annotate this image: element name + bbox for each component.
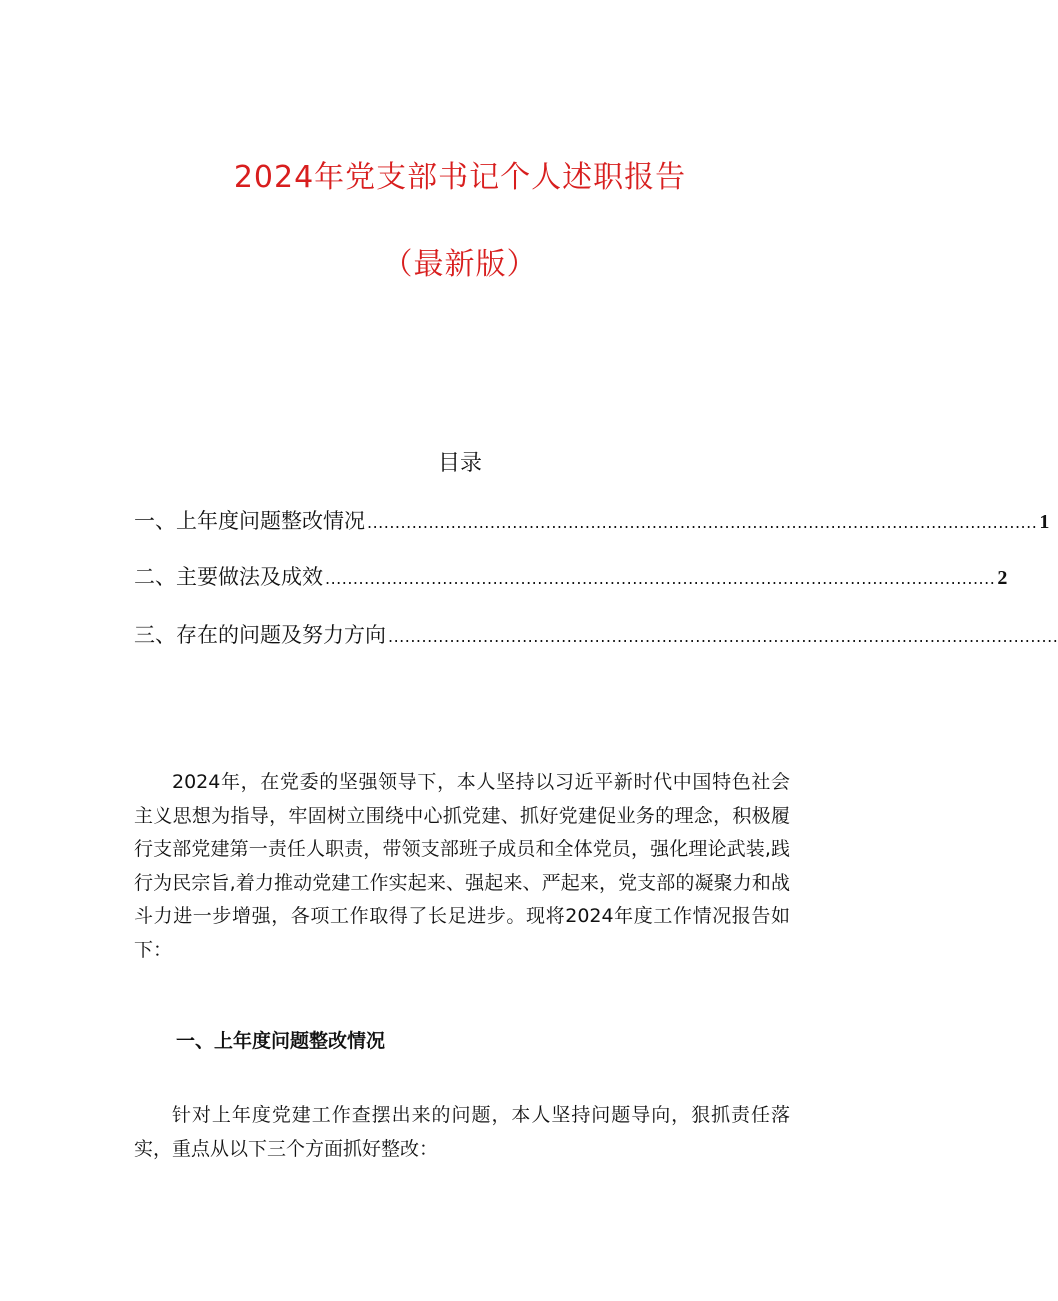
toc-item-label: 三、存在的问题及努力方向 [134, 623, 386, 647]
document-subtitle: （最新版） [382, 247, 538, 282]
toc-item-3[interactable] [134, 619, 1058, 649]
toc-item-page: 1 [1039, 511, 1050, 533]
toc-item-label: 一、上年度问题整改情况 [134, 509, 365, 533]
toc-leader-dots: ........................................................................................................................ [367, 513, 1038, 532]
intro-paragraph: 2024年，在党委的坚强领导下，本人坚持以习近平新时代中国特色社会主义思想为指导，牢固树立围绕中心抓党建、抓好党建促业务的理念，积极履行支部党建第一责任人职责，带领支部班子成员和全体党员，强化理论武装,践行为民宗旨,着力推动党建工作实起来、强起来、严起来，党支部的凝聚力和战斗力进一步增强，各项工作取得了长足进步。现将2024年度工作情况报告如下： [134, 771, 790, 961]
toc-item-label: 二、主要做法及成效 [134, 565, 323, 589]
toc-item-2[interactable] [134, 561, 1008, 591]
section-heading-1: 一、上年度问题整改情况 [176, 1030, 386, 1052]
toc-leader-dots: ........................................................................................................................ [388, 627, 1058, 646]
toc-heading: 目录 [437, 451, 482, 476]
section-1-paragraph: 针对上年度党建工作查摆出来的问题，本人坚持问题导向，狠抓责任落实，重点从以下三个方面抓好整改： [134, 1104, 790, 1160]
document-title: 2024年党支部书记个人述职报告 [233, 160, 687, 195]
toc-item-page: 2 [997, 567, 1008, 589]
toc-leader-dots: ........................................................................................................................ [325, 569, 996, 588]
toc-item-1[interactable] [134, 505, 1050, 535]
